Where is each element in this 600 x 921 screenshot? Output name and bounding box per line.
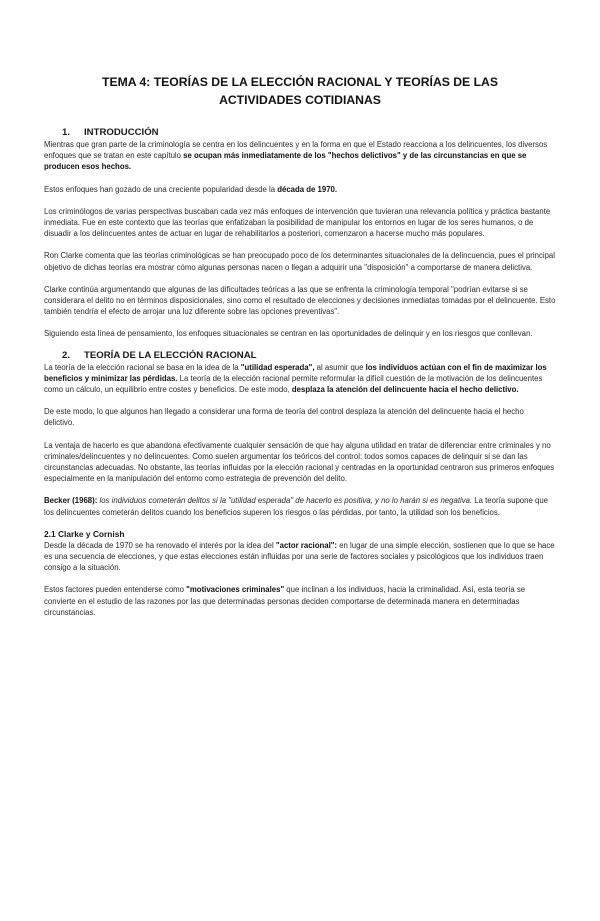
intro-paragraph-3: Los criminólogos de varias perspectivas buscaban cada vez más enfoques de intervención que tuvieran una relevancia política y práctica bastante inmediata. Fue en este contexto que las teorías que enfatizaban la posibilidad de manipular los entornos en lugar de los seres humanos, o de disuadir a los delincuentes antes de actuar en lugar de rehabilitarlos a posteriori, comenzaron a hacerse mucho más populares.: [44, 206, 551, 239]
clarke-paragraph-2: [44, 584, 556, 618]
section-1-number: 1.: [62, 127, 71, 138]
rational-paragraph-2: De este modo, lo que algunos han llegado a considerar una forma de teoría del control desplaza la atención del delincuente hacia el hecho delictivo.: [44, 407, 524, 428]
rational-p1-text-e: La teoría de la elección racional permite reformular la difícil cuestión de la motivación de los delincuentes como un cálculo, un equilibrio entre costes y beneficios. De este modo,: [44, 373, 543, 395]
becker-quote: los individuos cometerán delitos si la "utilidad esperada" de hacerlo es positiva, y no lo harán si es negativa.: [97, 496, 473, 506]
intro-paragraph-6: Siguiendo esta línea de pensamiento, los enfoques situacionales se centran en las oportunidades de delinquir y en los riesgos que conllevan.: [44, 329, 533, 339]
section-1-title: INTRODUCCIÓN: [84, 127, 159, 138]
becker-paragraph: [44, 495, 556, 517]
section-2-heading: [44, 349, 556, 362]
intro-paragraph-5: Clarke continúa argumentando que algunas de las dificultades teóricas a las que se enfrenta la criminología temporal "podrían evitarse si se considerara el delito no en términos disposicionales, sino como el resultado de elecciones y decisiones inmediatas tomadas por el delincuente. Esto también tendría el efecto de arrojar una luz diferente sobre las opciones preventivas".: [44, 284, 556, 317]
section-2-number: 2.: [62, 349, 71, 361]
rational-p1-bold-d: los individuos actúan con el fin de maximizar los beneficios y minimizar las pérdidas.: [44, 362, 547, 383]
clarke-p1-bold: "actor racional":: [275, 540, 338, 550]
intro-p2-bold: década de 1970.: [277, 184, 338, 194]
becker-text: La teoría supone que los delincuentes cometerán delitos cuando los beneficios superen los riesgos o las pérdidas, por tanto, la utilidad son los beneficios.: [44, 496, 548, 517]
rational-p1-bold-f: desplaza la atención del delincuente hacia el hecho delictivo.: [291, 385, 519, 395]
section-1-heading: [44, 126, 556, 139]
clarke-p2-text-c: que inclinan a los individuos, hacia la criminalidad. Así, esta teoría se convierte en el estudio de las razones por las que determinadas personas deciden comportarse de determinada manera en determinadas circunstancias.: [44, 585, 526, 617]
intro-paragraph-4: Ron Clarke comenta que las teorías criminológicas se han preocupado poco de los determinantes situacionales de la delincuencia, pues el principal objetivo de dichas teorías era mostrar cómo algunas personas nacen o llegan a adquirir una "disposición" a comportarse de manera delictiva.: [44, 251, 555, 272]
title-line-1: TEMA 4: TEORÍAS DE LA ELECCIÓN RACIONAL Y TEORÍAS DE LAS: [102, 75, 498, 89]
rational-paragraph-3: La ventaja de hacerlo es que abandona efectivamente cualquier sensación de que hay alguna utilidad en tratar de diferenciar entre criminales y no criminales/delincuentes y no delincuentes. Como suelen argumentar los teóricos del control: todos somos capaces de delinquir si se dan las circunstancias adecuadas. No obstante, las teorías influidas por la elección racional y centradas en la oportunidad centraron sus primeros enfoques especialmente en la manipulación del entorno como estrategia de prevención del delito.: [44, 440, 555, 484]
clarke-paragraph-1: [44, 540, 556, 574]
intro-p1-text: Mientras que gran parte de la criminología se centra en los delincuentes y en la forma en que el Estado reacciona a los delincuentes, los diversos enfoques que se tratan en este capítulo: [44, 140, 548, 161]
rational-paragraph-1: [44, 362, 556, 396]
intro-paragraph-2: [44, 184, 556, 195]
clarke-p2-text-a: Estos factores pueden entenderse como: [44, 585, 187, 595]
rational-p1-bold-b: "utilidad esperada",: [240, 362, 315, 372]
section-2-title: TEORÍA DE LA ELECCIÓN RACIONAL: [84, 349, 257, 361]
intro-paragraph-1: [44, 139, 556, 173]
rational-p1-text-c: al asumir que: [314, 362, 366, 372]
rational-p1-text-a: La teoría de la elección racional se basa en la idea de la: [44, 362, 241, 372]
clarke-p1-text-a: Desde la década de 1970 se ha renovado el interés por la idea del: [44, 540, 276, 550]
title-line-2: ACTIVIDADES COTIDIANAS: [219, 93, 381, 107]
clarke-p1-text-c: en lugar de una simple elección, sostienen que lo que se hace es una secuencia de elecciones, y que estas elecciones están influidas por una serie de factores sociales y psicológicos que los individuos traen consigo a la situación.: [44, 540, 555, 573]
clarke-p2-bold: "motivaciones criminales": [186, 585, 285, 595]
document-title: [44, 73, 556, 109]
subsection-2-1-heading: 2.1 Clarke y Cornish: [44, 528, 125, 539]
intro-p2-text: Estos enfoques han gozado de una creciente popularidad desde la: [44, 184, 278, 194]
intro-p1-bold: se ocupan más inmediatamente de los "hechos delictivos" y de las circunstancias en que se producen esos hechos.: [44, 151, 527, 172]
becker-label: Becker (1968):: [44, 496, 98, 506]
document-page: [0, 73, 600, 921]
